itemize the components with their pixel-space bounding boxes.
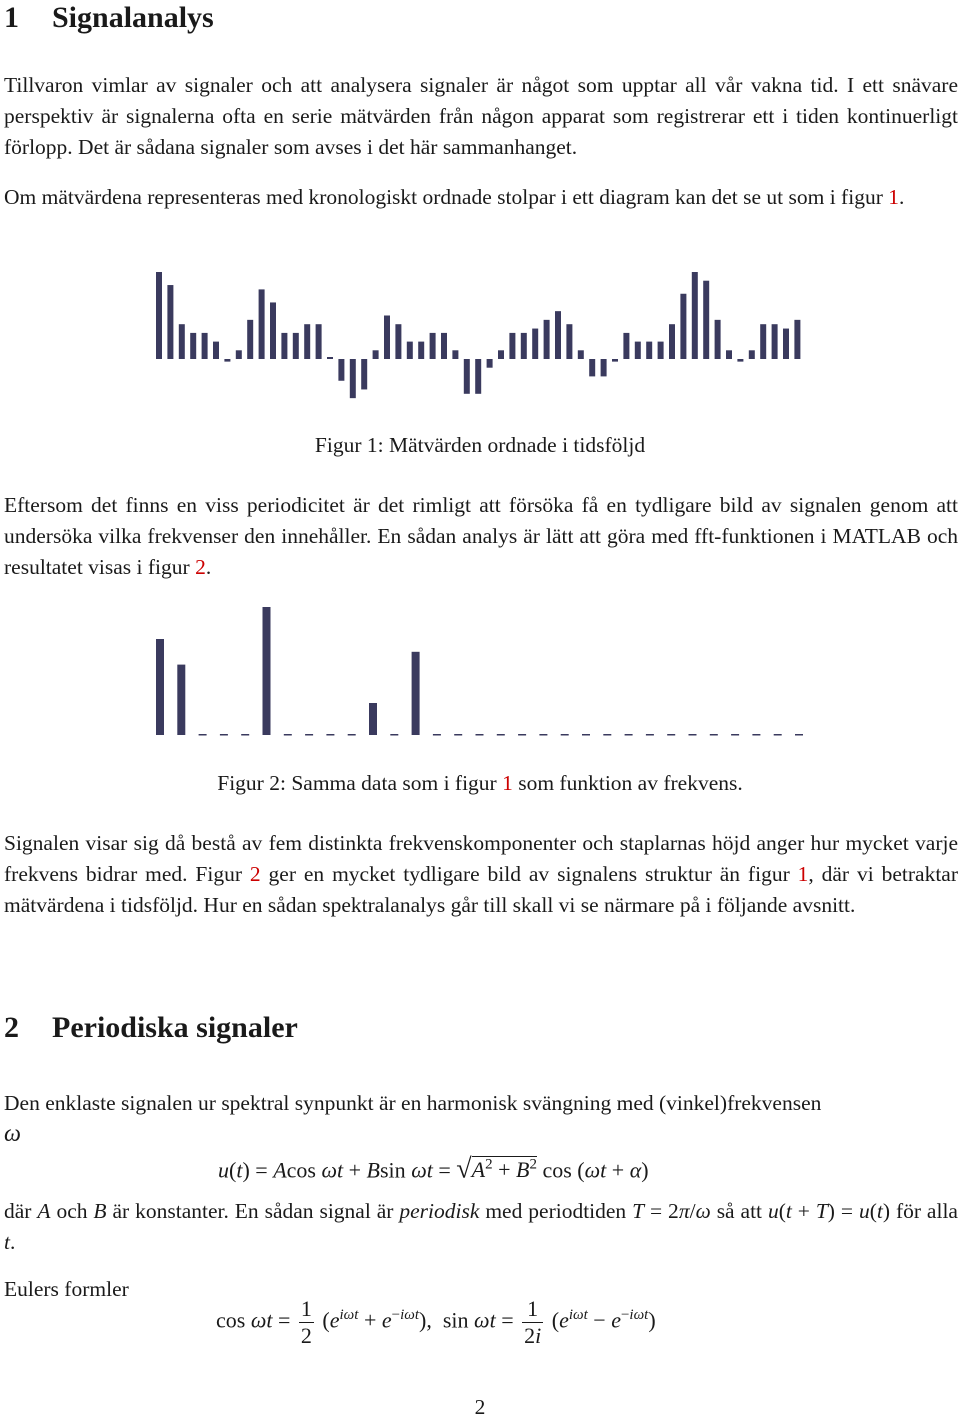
- text: där: [4, 1199, 38, 1223]
- text: ger en mycket tydligare bild av signalens struktur än figur: [260, 862, 798, 886]
- figure-reference-link[interactable]: 2: [195, 555, 206, 579]
- chart-bar: [220, 734, 228, 736]
- text: Eftersom det finns en viss periodicitet är det rimligt att försöka få en tydligare bild av signalen genom att undersöka vilka frekvenser den innehåller. En sådan analys är lätt att göra med fft-funktionen i MATLAB och resultatet visas i figur: [4, 493, 958, 579]
- chart-bar: [794, 320, 800, 359]
- figure-2-bar-chart: [150, 600, 815, 745]
- chart-bar: [259, 289, 265, 359]
- chart-bar: [247, 320, 253, 359]
- chart-bar: [669, 324, 675, 359]
- text: .: [898, 185, 905, 209]
- chart-bar: [658, 342, 664, 359]
- chart-bar: [241, 734, 249, 736]
- chart-bar: [384, 316, 390, 360]
- text: Den enklaste signalen ur spektral synpunkt är en harmonisk svängning med (vinkel)frekvensen: [4, 1091, 822, 1115]
- chart-bar: [395, 324, 401, 359]
- chart-bar: [601, 359, 607, 376]
- equation-euler: cos ωt = $\frac{1}{2}$ $(e^{i\omega t} + e^{-i\omega t})$, sin ωt = $\frac{1}{2i}$ $(e^{i\omega t} - e^{-i\omega t})$: [216, 1296, 656, 1348]
- chart-bar: [498, 350, 504, 359]
- text: med periodtiden: [479, 1199, 633, 1223]
- chart-bar: [555, 311, 561, 359]
- chart-bar: [177, 665, 185, 735]
- text: för alla: [890, 1199, 958, 1223]
- chart-bar: [476, 734, 484, 736]
- chart-bar: [454, 734, 462, 736]
- chart-bar: [263, 607, 271, 735]
- figure-reference-link[interactable]: 2: [249, 862, 261, 886]
- chart-bar: [361, 359, 367, 389]
- chart-bar: [199, 734, 207, 736]
- chart-bar: [625, 734, 633, 736]
- chart-bar: [441, 333, 447, 359]
- chart-bar: [373, 350, 379, 359]
- equation-harmonic: u(t) = Acos ωt + Bsin $\omega t = √A^2 + B^2$ cos (ωt + α): [218, 1153, 649, 1185]
- chart-bar: [327, 357, 333, 359]
- paragraph: [4, 1088, 958, 1150]
- chart-bar: [532, 329, 538, 359]
- chart-bar: [646, 342, 652, 359]
- chart-bar: [774, 734, 782, 736]
- chart-bar: [179, 324, 185, 359]
- chart-bar: [680, 294, 686, 359]
- chart-bar: [509, 333, 515, 359]
- chart-bar: [582, 734, 590, 736]
- figure-1-caption: Figur 1: Mätvärden ordnade i tidsföljd: [314, 433, 646, 457]
- chart-bar: [293, 333, 299, 359]
- variable: t: [4, 1230, 10, 1254]
- chart-bar: [452, 350, 458, 359]
- text: .: [9, 1230, 16, 1254]
- chart-bar: [338, 359, 344, 381]
- figure-reference-link[interactable]: 1: [502, 771, 513, 795]
- chart-bar: [433, 734, 441, 736]
- text: Figur 2: Samma data som i figur: [217, 771, 503, 795]
- chart-bar: [566, 324, 572, 359]
- chart-bar: [715, 320, 721, 359]
- chart-bar: [304, 324, 310, 359]
- paragraph: Tillvaron vimlar av signaler och att analysera signaler är något som upptar all vår vakna tid. I ett snävare perspektiv är signalerna ofta en serie mätvärden från någon apparat som registrerar ett i tiden kontinuerligt förlopp. Det är sådana signaler som avses i det här sammanhanget.: [4, 73, 958, 159]
- emphasis: periodisk: [399, 1199, 480, 1223]
- section-heading-2: [4, 1010, 298, 1046]
- chart-bar: [623, 333, 629, 359]
- text: är konstanter. En sådan signal är: [106, 1199, 400, 1223]
- chart-bar: [475, 359, 481, 394]
- chart-bar: [369, 703, 377, 735]
- chart-bar: [752, 734, 760, 736]
- chart-bar: [561, 734, 569, 736]
- chart-bar: [544, 320, 550, 359]
- chart-bar: [703, 281, 709, 359]
- chart-bar: [760, 324, 766, 359]
- chart-bar: [497, 734, 505, 736]
- chart-bar: [612, 359, 618, 362]
- chart-bar: [316, 324, 322, 359]
- chart-bar: [418, 342, 424, 359]
- chart-bar: [412, 652, 420, 735]
- section-number: 2: [4, 1011, 19, 1044]
- page-number: 2: [474, 1395, 486, 1419]
- chart-bar: [646, 734, 654, 736]
- text: Signalen visar sig då bestå av fem distinkta frekvenskomponenter och staplarnas höjd anger hur mycket varje frekvens bidrar med. Figur: [4, 831, 958, 886]
- chart-bar: [305, 734, 313, 736]
- chart-bar: [539, 734, 547, 736]
- chart-bar: [731, 734, 739, 736]
- chart-bar: [667, 734, 675, 736]
- variable: A: [37, 1199, 51, 1223]
- chart-bar: [224, 359, 230, 362]
- chart-bar: [213, 342, 219, 359]
- chart-bar: [635, 342, 641, 359]
- paragraph: Eulers formler: [4, 1277, 129, 1301]
- section-title: Periodiska signaler: [52, 1011, 298, 1044]
- chart-bar: [326, 734, 334, 736]
- figure-1-bar-chart: [150, 262, 815, 407]
- chart-bar: [464, 359, 470, 394]
- chart-bar: [726, 350, 732, 359]
- chart-bar: [749, 350, 755, 359]
- chart-bar: [737, 359, 743, 362]
- chart-bar: [430, 333, 436, 359]
- chart-bar: [589, 359, 595, 376]
- section-number: 1: [4, 1, 19, 34]
- paragraph: [4, 1196, 958, 1258]
- section-title: Signalanalys: [52, 1, 214, 34]
- chart-bar: [518, 734, 526, 736]
- chart-bar: [156, 639, 164, 735]
- paragraph: [4, 490, 958, 583]
- chart-bar: [603, 734, 611, 736]
- variable: B: [93, 1199, 107, 1223]
- chart-bar: [202, 333, 208, 359]
- chart-bar: [348, 734, 356, 736]
- chart-bar: [390, 734, 398, 736]
- chart-bar: [710, 734, 718, 736]
- omega-symbol: ω: [4, 1121, 21, 1147]
- chart-bar: [692, 272, 698, 359]
- chart-bar: [783, 329, 789, 359]
- chart-bar: [270, 302, 276, 359]
- chart-bar: [350, 359, 356, 398]
- chart-bar: [689, 734, 697, 736]
- chart-bar: [156, 272, 162, 359]
- chart-bar: [236, 350, 242, 359]
- text: , där vi betraktar mätvärdena i tidsföljd. Hur en sådan spektralanalys går till skall vi se närmare på i följande avsnitt.: [4, 862, 958, 917]
- chart-bar: [284, 734, 292, 736]
- paragraph: [4, 828, 958, 921]
- figure-reference-link[interactable]: 1: [797, 862, 809, 886]
- chart-bar: [487, 359, 493, 368]
- figure-2-caption: [0, 768, 960, 798]
- chart-bar: [167, 285, 173, 359]
- chart-bar: [281, 333, 287, 359]
- chart-bar: [772, 324, 778, 359]
- chart-bar: [795, 734, 803, 736]
- chart-bar: [407, 342, 413, 359]
- text: som funktion av frekvens.: [512, 771, 743, 795]
- inline-math-period: T = 2π/ω så att u(t + T) = u(t): [632, 1199, 891, 1223]
- paragraph: [4, 182, 958, 213]
- chart-bar: [190, 333, 196, 359]
- chart-bar: [521, 333, 527, 359]
- section-heading-1: [4, 0, 214, 36]
- figure-reference-link[interactable]: 1: [888, 185, 899, 209]
- text: och: [50, 1199, 94, 1223]
- text: .: [205, 555, 212, 579]
- text: Om mätvärdena representeras med kronologiskt ordnade stolpar i ett diagram kan det se ut som i figur: [4, 185, 889, 209]
- chart-bar: [578, 350, 584, 359]
